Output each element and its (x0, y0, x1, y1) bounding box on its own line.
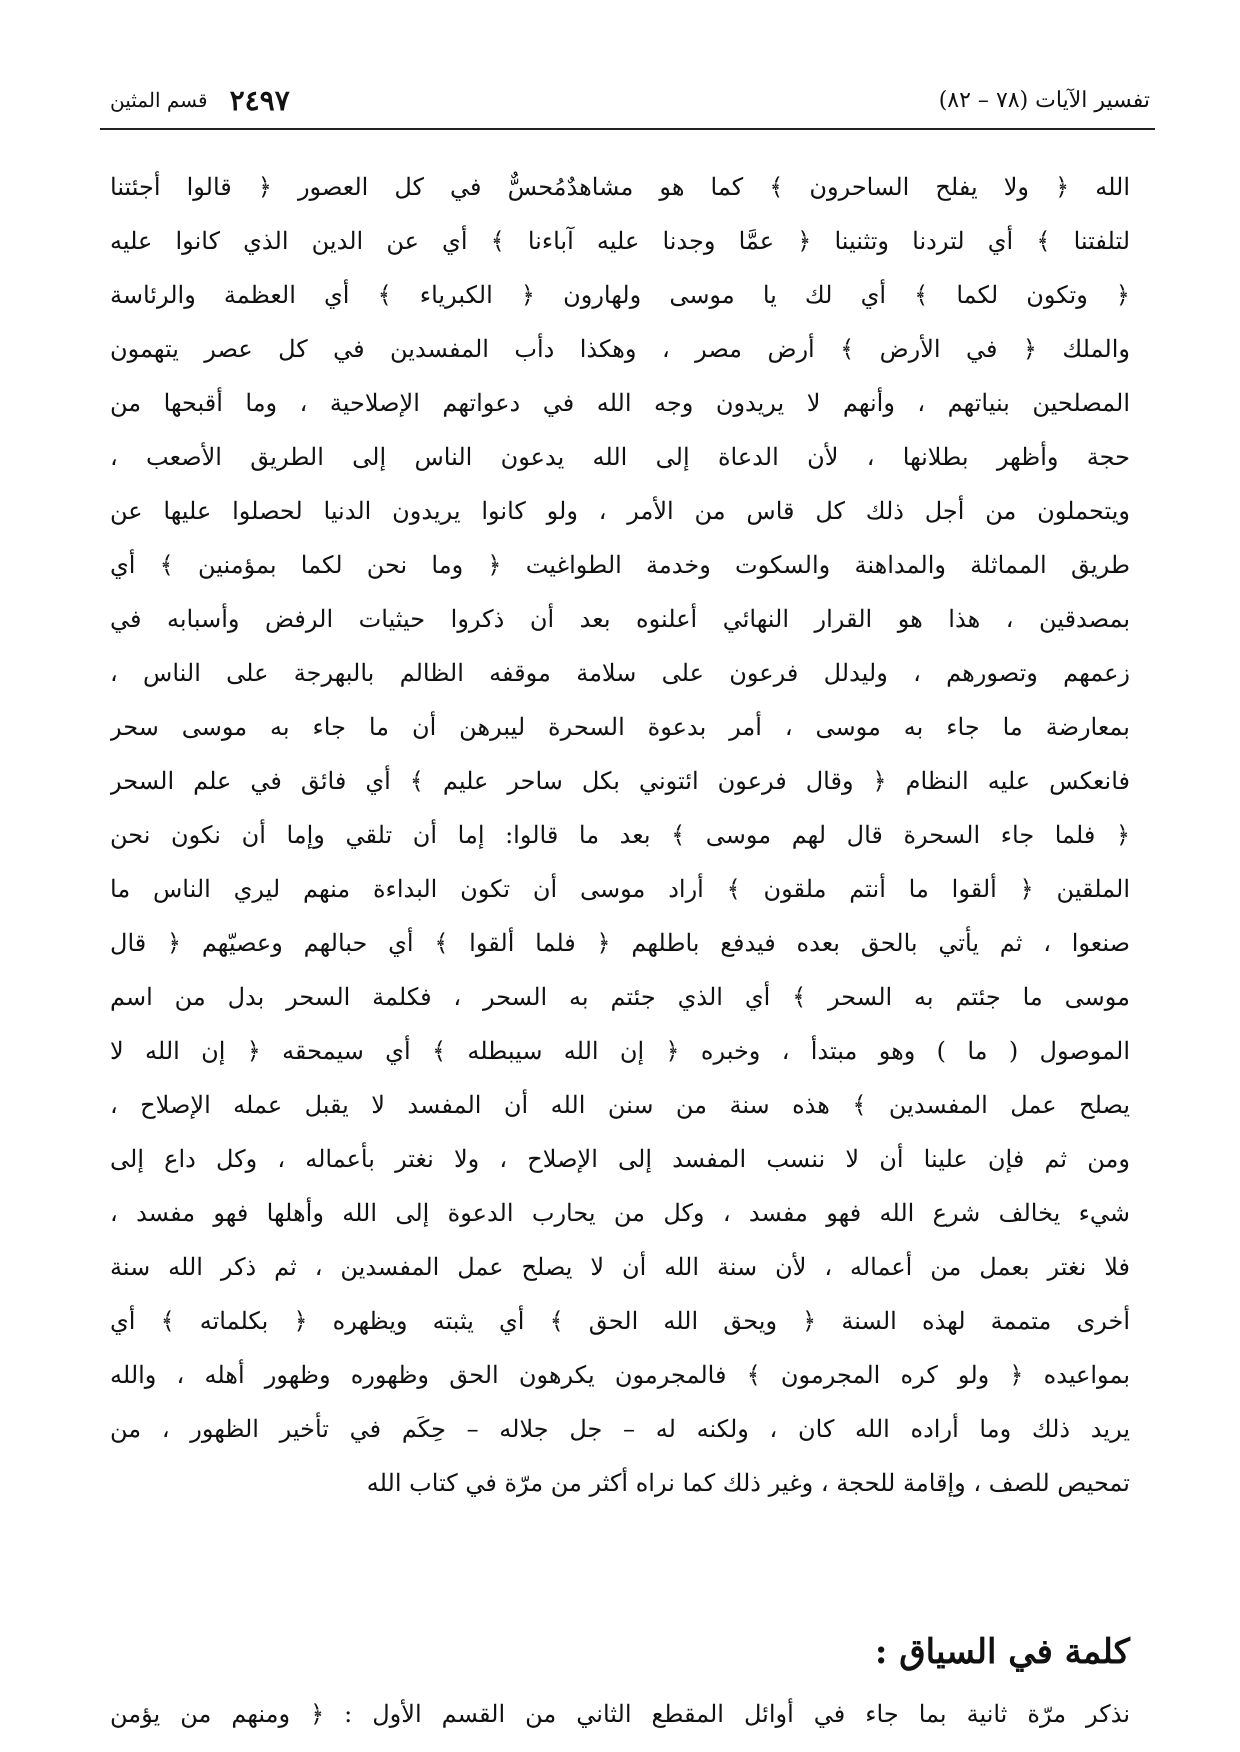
body-line: فلا نغتر بعمل من أعماله ، لأن سنة الله أن لا يصلح عمل المفسدين ، ثم ذكر الله سنة (110, 1253, 1130, 1281)
body-line: والملك ﴿ في الأرض ﴾ أرض مصر ، وهكذا دأب المفسدين في كل عصر يتهمون (110, 335, 1130, 363)
body-line: بمصدقين ، هذا هو القرار النهائي أعلنوه بعد أن ذكروا حيثيات الرفض وأسبابه في (110, 605, 1130, 633)
body-line: زعمهم وتصورهم ، وليدلل فرعون على سلامة موقفه الظالم بالبهرجة على الناس ، (110, 659, 1130, 687)
body-line: فانعكس عليه النظام ﴿ وقال فرعون ائتوني بكل ساحر عليم ﴾ أي فائق في علم السحر (110, 767, 1130, 795)
header-rule (100, 128, 1155, 130)
body-line: ويتحملون من أجل ذلك كل قاس من الأمر ، ولو كانوا يريدون الدنيا لحصلوا عليها عن (110, 497, 1130, 525)
body-line: الملقين ﴿ ألقوا ما أنتم ملقون ﴾ أراد موسى أن تكون البداءة منهم ليري الناس ما (110, 875, 1130, 903)
body-line: طريق المماثلة والمداهنة والسكوت وخدمة الطواغيت ﴿ وما نحن لكما بمؤمنين ﴾ أي (110, 551, 1130, 579)
body-line: يصلح عمل المفسدين ﴾ هذه سنة من سنن الله أن المفسد لا يقبل عمله الإصلاح ، (110, 1091, 1130, 1119)
body-line: صنعوا ، ثم يأتي بالحق بعده فيدفع باطلهم ﴿ فلما ألقوا ﴾ أي حبالهم وعصيّهم ﴿ قال (110, 929, 1130, 957)
running-header (110, 78, 1150, 122)
body-line: الله ﴿ ولا يفلح الساحرون ﴾ كما هو مشاهدٌمُحسٌّ في كل العصور ﴿ قالوا أجئتنا (110, 173, 1130, 201)
closing-paragraph-line: نذكر مرّة ثانية بما جاء في أوائل المقطع الثاني من القسم الأول : ﴿ ومنهم من يؤمن (110, 1700, 1130, 1728)
section-name: قسم المثين (110, 88, 208, 112)
body-line: ﴿ وتكون لكما ﴾ أي لك يا موسى ولهارون ﴿ الكبرياء ﴾ أي العظمة والرئاسة (110, 281, 1130, 309)
body-text (110, 160, 1130, 1590)
body-line: بمعارضة ما جاء به موسى ، أمر بدعوة السحرة ليبرهن أن ما جاء به موسى سحر (110, 713, 1130, 741)
body-line: شيء يخالف شرع الله فهو مفسد ، وكل من يحارب الدعوة إلى الله وأهلها فهو مفسد ، (110, 1199, 1130, 1227)
body-line: بمواعيده ﴿ ولو كره المجرمون ﴾ فالمجرمون يكرهون الحق وظهوره وظهور أهله ، والله (110, 1361, 1130, 1389)
body-line: المصلحين بنياتهم ، وأنهم لا يريدون وجه الله في دعواتهم الإصلاحية ، وما أقبحها من (110, 389, 1130, 417)
body-line: ومن ثم فإن علينا أن لا ننسب المفسد إلى الإصلاح ، ولا نغتر بأعماله ، وكل داع إلى (110, 1145, 1130, 1173)
body-line: لتلفتنا ﴾ أي لتردنا وتثنينا ﴿ عمَّا وجدنا عليه آباءنا ﴾ أي عن الدين الذي كانوا عليه (110, 227, 1130, 255)
header-left (110, 84, 290, 117)
body-line: تمحيص للصف ، وإقامة للحجة ، وغير ذلك كما نراه أكثر من مرّة في كتاب الله (366, 1469, 1130, 1497)
body-line: ﴿ فلما جاء السحرة قال لهم موسى ﴾ بعد ما قالوا: إما أن تلقي وإما أن نكون نحن (110, 821, 1130, 849)
body-line: يريد ذلك وما أراده الله كان ، ولكنه له – جل جلاله – حِكَم في تأخير الظهور ، من (110, 1415, 1130, 1443)
running-title: تفسير الآيات (٧٨ – ٨٢) (938, 87, 1150, 113)
page-number: ٢٤٩٧ (229, 83, 290, 117)
body-line: أخرى متممة لهذه السنة ﴿ ويحق الله الحق ﴾ أي يثبته ويظهره ﴿ بكلماته ﴾ أي (110, 1307, 1130, 1335)
section-subheading: كلمة في السياق : (874, 1632, 1130, 1672)
body-line: حجة وأظهر بطلانها ، لأن الدعاة إلى الله يدعون الناس إلى الطريق الأصعب ، (110, 443, 1130, 471)
body-line: الموصول ( ما ) وهو مبتدأ ، وخبره ﴿ إن الله سيبطله ﴾ أي سيمحقه ﴿ إن الله لا (110, 1037, 1130, 1065)
body-line: موسى ما جئتم به السحر ﴾ أي الذي جئتم به السحر ، فكلمة السحر بدل من اسم (110, 983, 1130, 1011)
